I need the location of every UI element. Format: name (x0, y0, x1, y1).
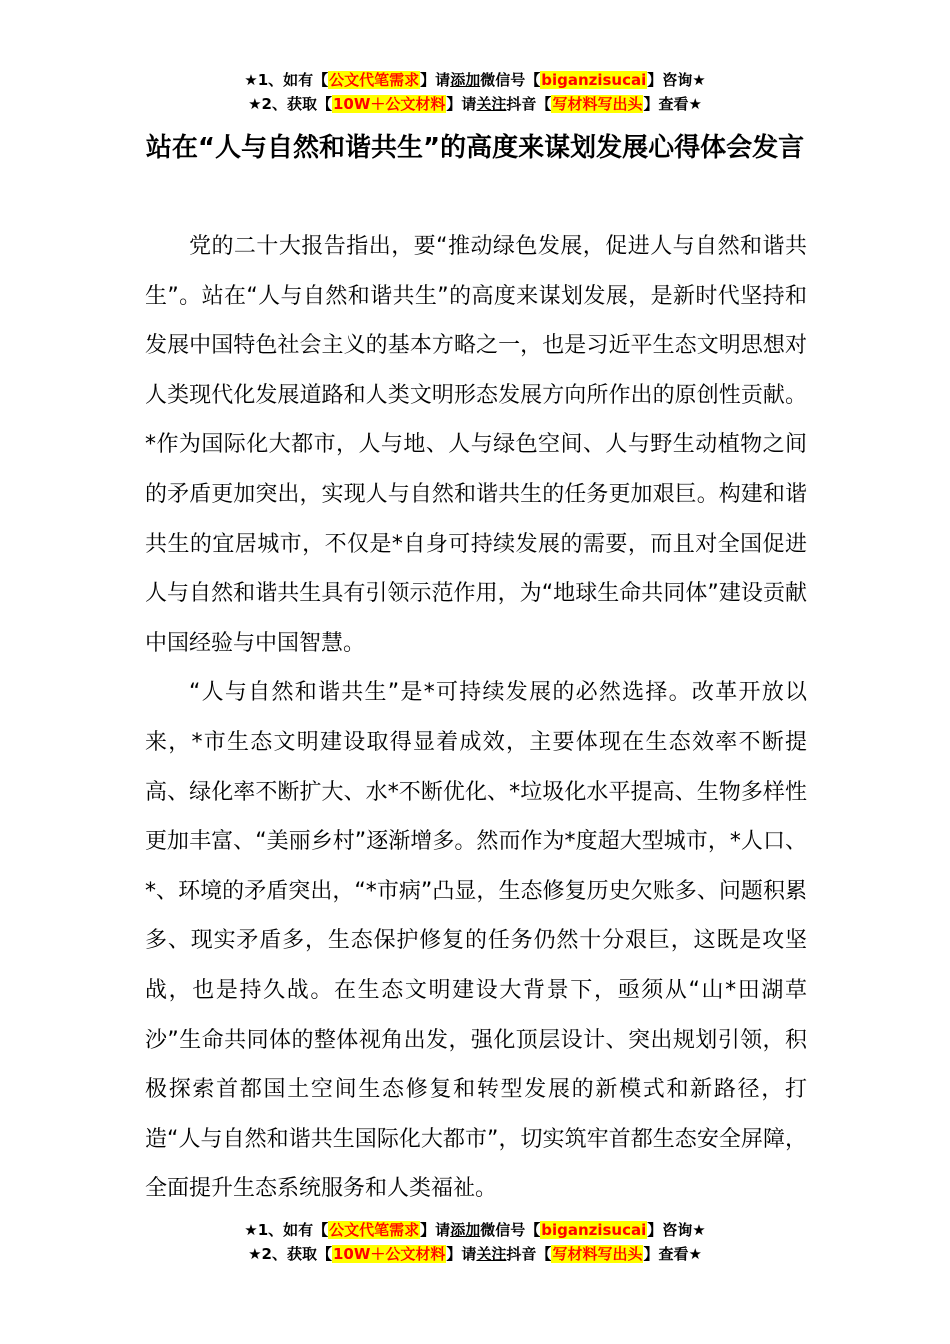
promo-line-2: ★2、获取【10W＋公文材料】请关注抖音【写材料写出头】查看★ (248, 95, 702, 113)
document-body (145, 222, 807, 1214)
promo-banner-bottom (0, 1218, 950, 1266)
highlight-wechat-id: biganzisucai (541, 1221, 647, 1239)
paragraph-2: “人与自然和谐共生”是*可持续发展的必然选择。改革开放以来，*市生态文明建设取得显着成效，主要体现在生态效率不断提高、绿化率不断扩大、水*不断优化、*垃圾化水平提高、生物多样性更加丰富、“美丽乡村”逐渐增多。然而作为*度超大型城市，*人口、*、环境的矛盾突出，“*市病”凸显，生态修复历史欠账多、问题积累多、现实矛盾多，生态保护修复的任务仍然十分艰巨，这既是攻坚战，也是持久战。在生态文明建设大背景下，亟须从“山*田湖草沙”生命共同体的整体视角出发，强化顶层设计、突出规划引领，积极探索首都国土空间生态修复和转型发展的新模式和新路径，打造“人与自然和谐共生国际化大都市”，切实筑牢首都生态安全屏障，全面提升生态系统服务和人类福祉。 (145, 680, 807, 1202)
paragraph-1: 党的二十大报告指出，要“推动绿色发展，促进人与自然和谐共生”。站在“人与自然和谐共生”的高度来谋划发展，是新时代坚持和发展中国特色社会主义的基本方略之一，也是习近平生态文明思想对人类现代化发展道路和人类文明形态发展方向所作出的原创性贡献。*作为国际化大都市，人与地、人与绿色空间、人与野生动植物之间的矛盾更加突出，实现人与自然和谐共生的任务更加艰巨。构建和谐共生的宜居城市，不仅是*自身可持续发展的需要，而且对全国促进人与自然和谐共生具有引领示范作用，为“地球生命共同体”建设贡献中国经验与中国智慧。 (145, 234, 807, 656)
promo-banner-top (0, 68, 950, 116)
highlight-service: 公文代笔需求 (329, 1221, 420, 1239)
highlight-douyin-id: 写材料写出头 (552, 95, 643, 113)
promo-line-2: ★2、获取【10W＋公文材料】请关注抖音【写材料写出头】查看★ (248, 1245, 702, 1263)
highlight-materials: 10W＋公文材料 (332, 95, 446, 113)
highlight-service: 公文代笔需求 (329, 71, 420, 89)
promo-line-1: ★1、如有【公文代笔需求】请添加微信号【biganzisucai】咨询★ (244, 1221, 706, 1239)
highlight-materials: 10W＋公文材料 (332, 1245, 446, 1263)
highlight-wechat-id: biganzisucai (541, 71, 647, 89)
highlight-douyin-id: 写材料写出头 (552, 1245, 643, 1263)
promo-line-1: ★1、如有【公文代笔需求】请添加微信号【biganzisucai】咨询★ (244, 71, 706, 89)
document-title: 站在“人与自然和谐共生”的高度来谋划发展心得体会发言 (145, 133, 805, 163)
